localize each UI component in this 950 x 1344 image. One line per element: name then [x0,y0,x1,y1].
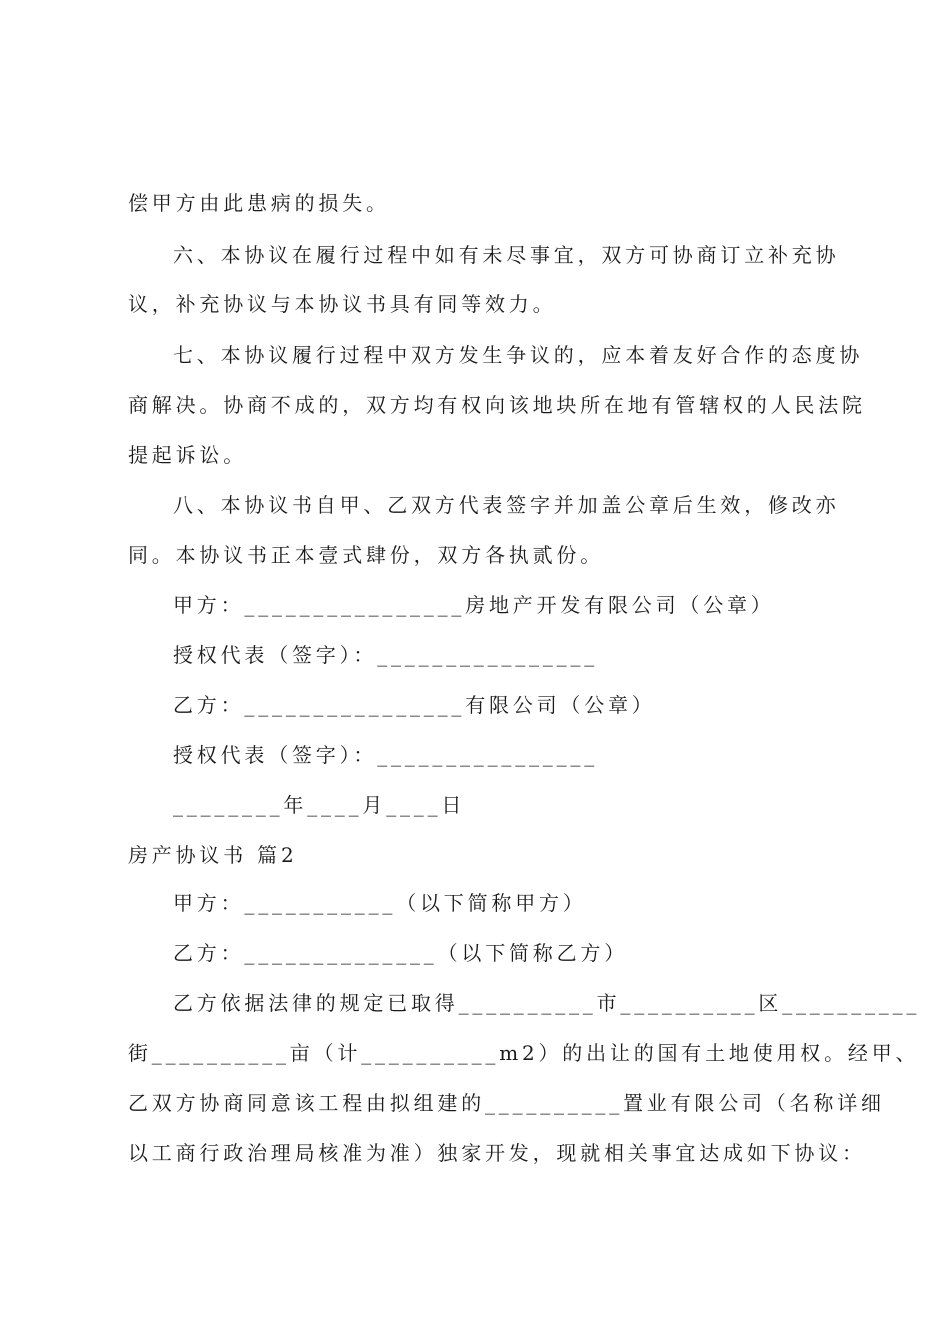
party-a-signature-line: 甲方：________________房地产开发有限公司（公章） [173,593,775,617]
section-2-paragraph-line-1: 乙方依据法律的规定已取得__________市__________区__________ [173,991,921,1015]
paragraph-6-line-1: 六、本协议在履行过程中如有未尽事宜，双方可协商订立补充协 [173,243,840,267]
party-a-representative-line: 授权代表（签字）：________________ [173,643,598,667]
section-2-title: 房产协议书 篇2 [128,843,298,867]
paragraph-7-line-1: 七、本协议履行过程中双方发生争议的，应本着友好合作的态度协 [173,343,864,367]
paragraph-5-end: 偿甲方由此患病的损失。 [128,191,390,215]
paragraph-7-line-2: 商解决。协商不成的，双方均有权向该地块所在地有管辖权的人民法院 [128,393,866,417]
paragraph-6-line-2: 议，补充协议与本协议书具有同等效力。 [128,292,557,316]
section-2-party-a: 甲方：___________（以下简称甲方） [173,891,587,915]
paragraph-8-line-1: 八、本协议书自甲、乙双方代表签字并加盖公章后生效，修改亦 [173,493,840,517]
date-line: ________年____月____日 [173,793,466,817]
section-2-paragraph-line-2: 街__________亩（计__________m2）的出让的国有土地使用权。经甲、 [128,1041,920,1065]
party-b-signature-line: 乙方：________________有限公司（公章） [173,693,656,717]
paragraph-8-line-2: 同。本协议书正本壹式肆份，双方各执贰份。 [128,543,604,567]
party-b-representative-line: 授权代表（签字）：________________ [173,743,598,767]
section-2-paragraph-line-3: 乙双方协商同意该工程由拟组建的__________置业有限公司（名称详细 [128,1091,885,1115]
section-2-paragraph-line-4: 以工商行政治理局核准为准）独家开发，现就相关事宜达成如下协议： [128,1141,866,1165]
paragraph-7-line-3: 提起诉讼。 [128,443,247,467]
section-2-party-b: 乙方：______________（以下简称乙方） [173,941,628,965]
